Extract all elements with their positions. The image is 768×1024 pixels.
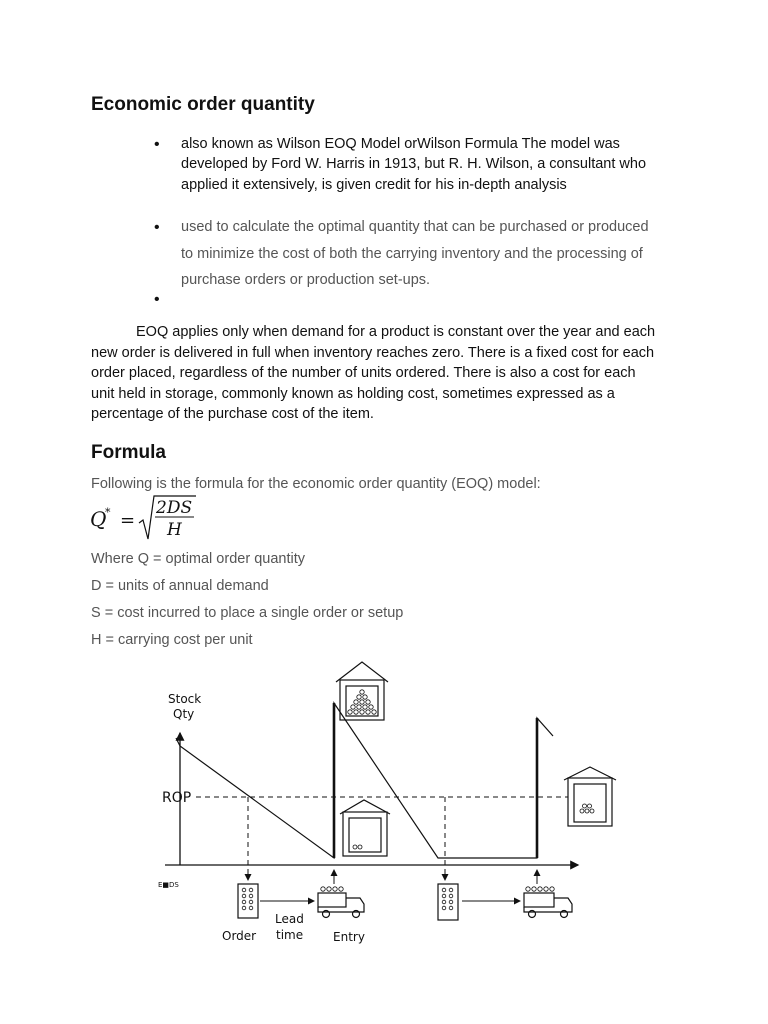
entry-label: Entry	[333, 930, 365, 944]
definition-line: D = units of annual demand	[91, 578, 269, 594]
bullet-dot: •	[154, 219, 160, 236]
definition-line: H = carrying cost per unit	[91, 632, 253, 648]
bullet-line: purchase orders or production set-ups.	[181, 272, 431, 288]
inventory-diagram	[150, 660, 630, 960]
definition-line: Where Q = optimal order quantity	[91, 551, 305, 567]
order-document-icon-1	[238, 884, 258, 918]
paragraph-line: percentage of the purchase cost of the item.	[91, 406, 374, 422]
formula-denominator: H	[167, 520, 182, 540]
delivery-truck-icon-1	[318, 887, 364, 918]
formula-eq: =	[120, 510, 136, 531]
rop-label: ROP	[162, 790, 192, 806]
lead-time-label: time	[276, 928, 304, 942]
stock-level-line	[176, 703, 553, 858]
formula-heading: Formula	[91, 442, 166, 463]
paragraph-line: order placed, regardless of the number of units ordered. There is also a cost for each	[91, 365, 636, 381]
paragraph-line: unit held in storage, commonly known as holding cost, sometimes expressed as a	[91, 386, 615, 402]
warehouse-full-icon	[336, 662, 388, 720]
formula-numerator: 2DS	[156, 498, 193, 518]
paragraph-line: new order is delivered in full when inventory reaches zero. There is a fixed cost for each	[91, 345, 655, 361]
warehouse-mid-icon-2	[564, 767, 616, 826]
bullet-line: used to calculate the optimal quantity that can be purchased or produced	[181, 219, 649, 235]
definition-line: S = cost incurred to place a single order or setup	[91, 605, 404, 621]
bullet-line: also known as Wilson EOQ Model orWilson Formula The model was	[181, 136, 620, 152]
formula-intro: Following is the formula for the economic order quantity (EOQ) model:	[91, 476, 541, 492]
y-axis-label: Stock	[168, 692, 202, 706]
bullet-line: to minimize the cost of both the carrying inventory and the processing of	[181, 246, 643, 262]
delivery-truck-icon-2	[524, 887, 572, 918]
bullet-dot: •	[154, 291, 160, 308]
warehouse-low-icon-1	[340, 800, 390, 856]
y-axis-label: Qty	[173, 707, 195, 721]
bullet-dot: •	[154, 136, 160, 153]
order-document-icon-2	[438, 884, 458, 920]
paragraph-line: EOQ applies only when demand for a product is constant over the year and each	[136, 324, 656, 340]
eoq-formula	[90, 493, 210, 541]
lead-time-label: Lead	[275, 912, 304, 926]
order-label: Order	[222, 929, 257, 943]
bullet-line: developed by Ford W. Harris in 1913, but R. H. Wilson, a consultant who	[181, 156, 647, 172]
bullet-line: applied it extensively, is given credit for his in-depth analysis	[181, 177, 567, 193]
formula-sup: *	[105, 506, 111, 519]
formula-lhs: Q	[90, 507, 107, 531]
page-title: Economic order quantity	[91, 94, 315, 115]
origin-label: E■DS	[158, 881, 179, 889]
